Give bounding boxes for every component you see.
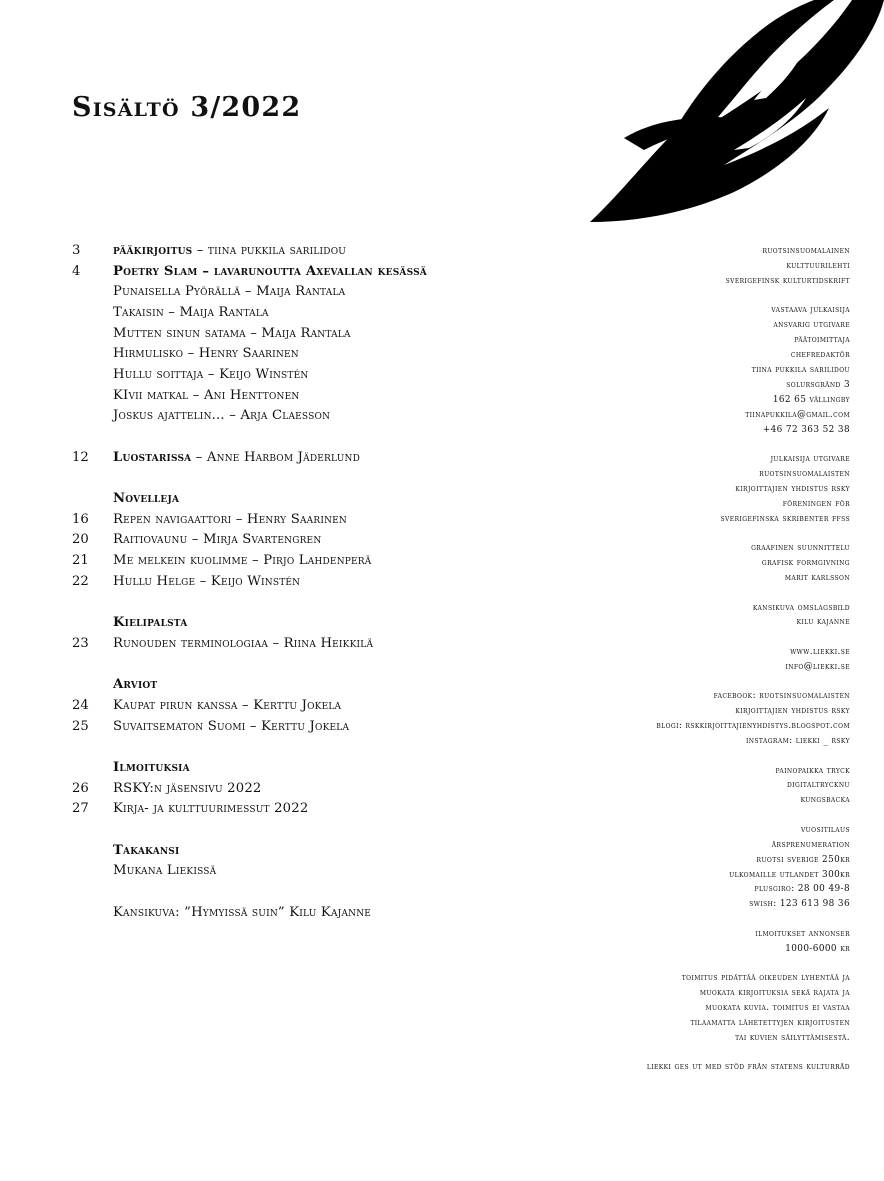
toc-title: [113, 388, 299, 403]
toc-title-rest: Punaisella Pyörällä – Maija Rantala: [113, 284, 346, 300]
toc-entry: [72, 799, 512, 820]
colophon-line: graafinen suunnittelu: [751, 543, 850, 554]
flame-logo: [584, 0, 884, 230]
colophon-block: [550, 823, 850, 912]
colophon-line: ansvarig utgivare: [773, 320, 850, 331]
colophon-line: tai kuvien säilyttämisestä.: [735, 1032, 850, 1043]
toc-entry: [72, 902, 512, 923]
toc-title-bold: Takakansi: [113, 842, 180, 858]
toc-entry: [72, 840, 512, 861]
colophon-line: ruotsinsuomalaisten: [759, 468, 850, 479]
toc-title: [113, 532, 321, 547]
colophon-line: blogi: rskkirjoittajienyhdistys.blogspot.com: [656, 721, 850, 732]
toc-entry: [72, 861, 512, 882]
colophon-block: [550, 971, 850, 1046]
toc-title: [113, 636, 373, 651]
toc-title-rest: Suvaitsematon Suomi – Kerttu Jokela: [113, 718, 350, 734]
colophon-line: kilu kajanne: [796, 617, 850, 628]
toc-entry: [72, 281, 512, 302]
toc-page-number: 20: [72, 532, 89, 548]
toc-title-rest: Takaisin – Maija Rantala: [113, 304, 269, 320]
toc-title-rest: RSKY:n jäsensivu 2022: [113, 780, 262, 796]
toc-title: [113, 781, 262, 796]
colophon-block: [550, 452, 850, 527]
toc-entry: [72, 302, 512, 323]
colophon-line: sverigefinska skribenter ffss: [720, 513, 850, 524]
colophon-line: föreningen för: [782, 498, 850, 509]
colophon-line: kungsbacka: [800, 795, 850, 806]
toc-page-number: 23: [72, 635, 89, 651]
page-title: Sisältö 3/2022: [72, 92, 302, 123]
colophon-line: 1000-6000 kr: [785, 943, 850, 954]
toc-page-number: 27: [72, 801, 89, 817]
toc-page-number: 16: [72, 511, 89, 527]
colophon-block: [550, 1060, 850, 1075]
colophon-line: kirjoittajien yhdistus rsky: [735, 483, 850, 494]
colophon-line: vuositilaus: [800, 824, 850, 835]
colophon-line: plusgiro: 28 00 49-8: [754, 884, 850, 895]
colophon-block: [550, 689, 850, 749]
toc-title-rest: Repen navigaattori – Henry Saarinen: [113, 511, 347, 527]
toc-spacer: [72, 737, 512, 758]
colophon-line: 162 65 vällingby: [772, 394, 850, 405]
toc-entry: [72, 550, 512, 571]
toc-entry: [72, 674, 512, 695]
toc-title: [113, 450, 360, 465]
colophon-line: ruotsi sverige 250kr: [756, 854, 850, 865]
toc-title: [113, 843, 179, 858]
colophon-line: toimitus pidättää oikeuden lyhentää ja: [681, 973, 850, 984]
colophon-line: kansikuva omslagsbild: [752, 602, 850, 613]
toc-title: [113, 491, 179, 506]
colophon-line: liekki ges ut med stöd från statens kulturråd: [646, 1062, 850, 1073]
toc-entry: [72, 488, 512, 509]
toc-title: [113, 284, 345, 299]
toc-title: [113, 801, 308, 816]
colophon: [550, 244, 850, 1090]
colophon-line: digitaltrycknu: [786, 780, 850, 791]
toc-title: [113, 346, 299, 361]
toc-title: [113, 905, 371, 920]
toc-page-number: 22: [72, 573, 89, 589]
colophon-block: [550, 303, 850, 437]
colophon-line: sverigefinsk kulturtidskrift: [725, 275, 850, 286]
toc-title-bold: Kielipalsta: [113, 615, 188, 631]
colophon-line: swish: 123 613 98 36: [749, 899, 850, 910]
toc-entry: [72, 612, 512, 633]
toc-title: [113, 760, 190, 775]
toc-title-bold: Ilmoituksia: [113, 760, 190, 776]
toc-title-rest: – tiina pukkila sarilidou: [192, 242, 347, 258]
colophon-line: tiina pukkila sarilidou: [751, 364, 850, 375]
colophon-line: vastaava julkaisija: [771, 305, 850, 316]
toc-entry: [72, 240, 512, 261]
toc-title-rest: Joskus ajattelin... – Arja Claesson: [113, 408, 331, 424]
toc-title-rest: Hullu soittaja – Keijo Winstén: [113, 366, 309, 382]
toc-entry: [72, 323, 512, 344]
colophon-line: solursgränd 3: [786, 379, 850, 390]
toc-title-rest: Runouden terminologiaa – Riina Heikkilä: [113, 635, 374, 651]
colophon-block: [550, 541, 850, 586]
toc-page-number: 25: [72, 718, 89, 734]
colophon-line: marit karlsson: [784, 573, 850, 583]
toc-spacer: [72, 654, 512, 675]
toc-title-rest: Kirja- ja kulttuurimessut 2022: [113, 801, 309, 817]
colophon-line: www.liekki.se: [790, 646, 850, 657]
colophon-line: tiinapukkila@gmail.com: [745, 409, 850, 420]
toc-title: [113, 677, 157, 692]
toc-title-bold: Luostarissa: [113, 449, 192, 465]
toc-title-rest: Kaupat pirun kanssa – Kerttu Jokela: [113, 697, 342, 713]
colophon-line: årsprenumeration: [771, 839, 850, 850]
toc-title: [113, 863, 216, 878]
toc-title-rest: Me melkein kuolimme – Pirjo Lahdenperä: [113, 553, 372, 569]
toc-entry: [72, 716, 512, 737]
toc-page-number: 21: [72, 553, 89, 569]
toc-entry: [72, 509, 512, 530]
toc-entry: [72, 530, 512, 551]
colophon-line: painopaikka tryck: [775, 765, 850, 776]
colophon-line: chefredaktör: [790, 350, 850, 361]
toc-entry: [72, 633, 512, 654]
toc-title-bold: pääkirjoitus: [113, 242, 193, 258]
toc-entry: [72, 385, 512, 406]
toc-entry: [72, 406, 512, 427]
toc-title-rest: KIvii matkal – Ani Henttonen: [113, 387, 300, 403]
toc-page-number: 3: [72, 242, 81, 258]
toc-entry: [72, 343, 512, 364]
colophon-line: instagram: liekki _ rsky: [746, 736, 850, 747]
toc-title: [113, 719, 349, 734]
toc-entry: [72, 778, 512, 799]
colophon-line: ulkomaille utlandet 300kr: [729, 869, 850, 880]
colophon-line: kirjoittajien yhdistus rsky: [735, 706, 850, 717]
toc-title: [113, 408, 330, 423]
toc-page-number: 26: [72, 780, 89, 796]
toc-title-rest: Hirmulisko – Henry Saarinen: [113, 346, 299, 362]
toc-page-number: 12: [72, 449, 89, 465]
toc-entry: [72, 447, 512, 468]
colophon-line: muokata kirjoituksia sekä rajata ja: [699, 988, 850, 999]
colophon-line: kulttuurilehti: [786, 260, 850, 271]
toc-entry: [72, 757, 512, 778]
colophon-line: info@liekki.se: [785, 661, 850, 672]
colophon-block: [550, 645, 850, 675]
colophon-line: grafisk formgivning: [761, 558, 850, 569]
toc-title-bold: Novelleja: [113, 491, 180, 507]
toc-title: [113, 305, 269, 320]
colophon-block: [550, 764, 850, 809]
toc-title-rest: Mutten sinun satama – Maija Rantala: [113, 325, 351, 341]
toc-title-bold: Poetry Slam – lavarunoutta Axevallan kesässä: [113, 263, 427, 279]
toc-entry: [72, 364, 512, 385]
colophon-block: [550, 601, 850, 631]
toc-title: [113, 367, 308, 382]
table-of-contents: [72, 240, 512, 923]
colophon-line: facebook: ruotsinsuomalaisten: [713, 691, 850, 702]
toc-spacer: [72, 819, 512, 840]
toc-title-rest: – Anne Harbom Jäderlund: [191, 449, 360, 465]
toc-spacer: [72, 881, 512, 902]
toc-title-rest: Mukana Liekissä: [113, 863, 217, 879]
toc-spacer: [72, 592, 512, 613]
toc-title: [113, 574, 300, 589]
toc-title: [113, 698, 341, 713]
colophon-line: ruotsinsuomalainen: [762, 246, 850, 256]
toc-title: [113, 326, 351, 341]
colophon-block: [550, 244, 850, 289]
toc-title-rest: Hullu Helge – Keijo Winstén: [113, 573, 301, 589]
toc-title: [113, 243, 346, 258]
colophon-line: muokata kuvia. toimitus ei vastaa: [705, 1003, 850, 1014]
toc-page-number: 24: [72, 697, 89, 713]
colophon-line: päätoimittaja: [794, 335, 850, 346]
toc-entry: [72, 261, 512, 282]
toc-title: [113, 264, 427, 279]
colophon-block: [550, 927, 850, 957]
toc-spacer: [72, 426, 512, 447]
toc-entry: [72, 695, 512, 716]
colophon-line: +46 72 363 52 38: [762, 424, 850, 435]
toc-title-bold: Arviot: [113, 677, 158, 693]
toc-title-rest: Kansikuva: ”Hymyissä suin” Kilu Kajanne: [113, 904, 372, 920]
colophon-line: tilaamatta lähetettyjen kirjoitusten: [690, 1018, 850, 1028]
toc-title-rest: Raitiovaunu – Mirja Svartengren: [113, 532, 322, 548]
toc-title: [113, 512, 347, 527]
colophon-line: julkaisija utgivare: [770, 454, 850, 465]
toc-title: [113, 615, 187, 630]
toc-entry: [72, 571, 512, 592]
toc-title: [113, 553, 371, 568]
colophon-line: ilmoitukset annonser: [755, 928, 850, 939]
toc-spacer: [72, 468, 512, 489]
toc-page-number: 4: [72, 263, 81, 279]
